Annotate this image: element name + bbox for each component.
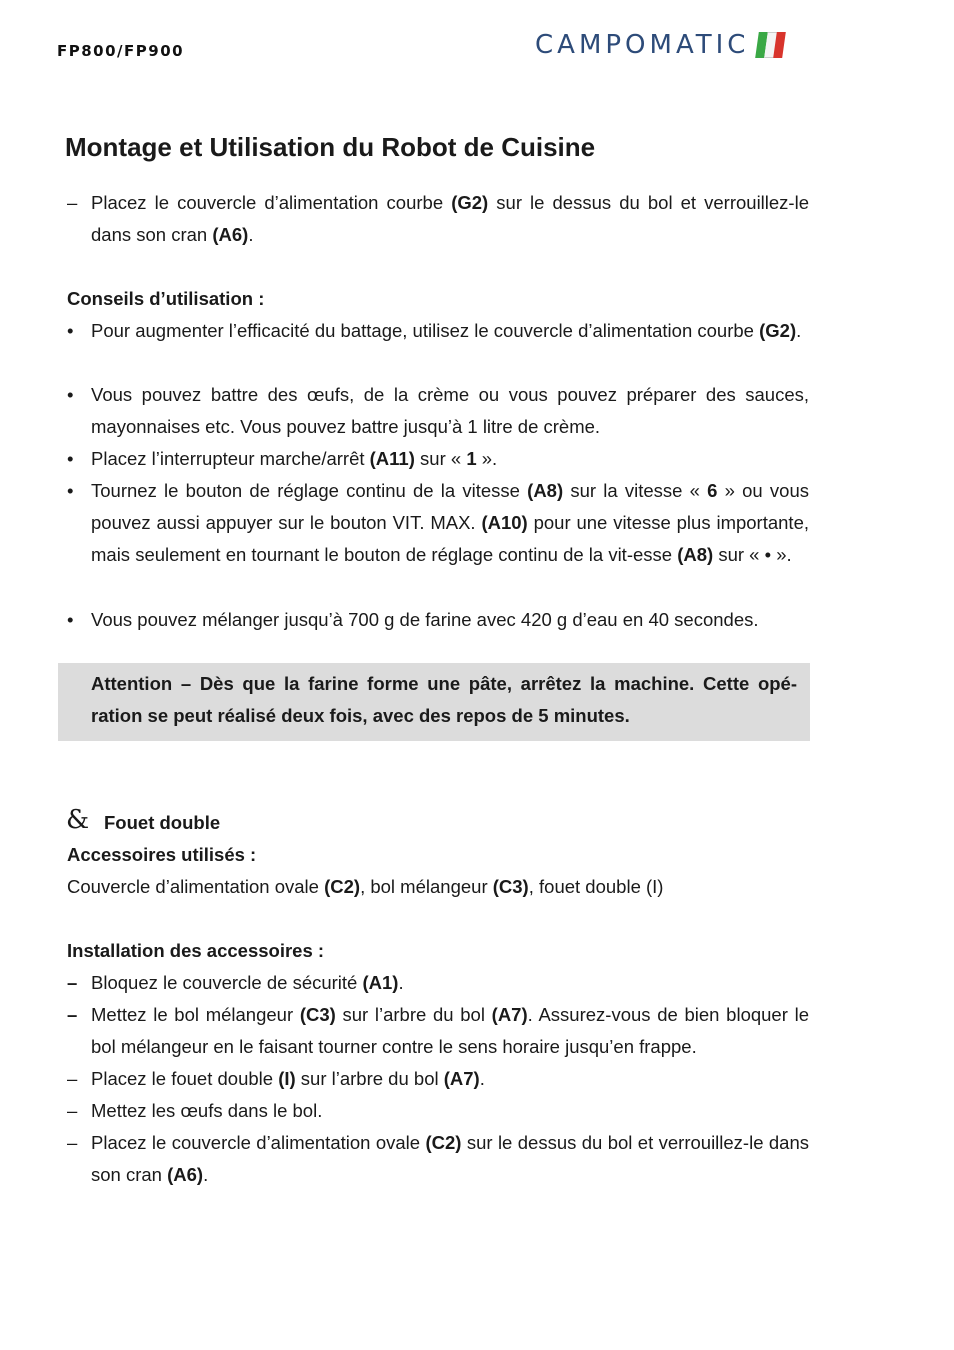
- tip-item: [67, 315, 809, 347]
- italian-flag-icon: [756, 32, 787, 58]
- page-title: Montage et Utilisation du Robot de Cuisine: [65, 132, 596, 162]
- install-step: [67, 967, 809, 999]
- model-number: FP800/FP900: [57, 42, 185, 60]
- step-text: Mettez le bol mélangeur (C3) sur l’arbre du bol (A7). Assurez-vous de bien bloquer le bol mélangeur en le faisant tourner contre le sens horaire jusqu’en frappe.: [91, 1004, 809, 1057]
- tip-text: Pour augmenter l’efficacité du battage, utilisez le couvercle d’alimentation courbe (G2).: [91, 320, 802, 341]
- tip-item: [67, 604, 809, 636]
- tip-item: [67, 379, 809, 443]
- dash-marker: –: [67, 1100, 78, 1121]
- accessories-list: Couvercle d’alimentation ovale (C2), bol mélangeur (C3), fouet double (I): [67, 876, 664, 897]
- bullet-marker: •: [67, 480, 74, 501]
- install-step: [67, 999, 809, 1063]
- install-step: [67, 1063, 809, 1095]
- bullet-marker: •: [67, 448, 74, 469]
- dash-marker: –: [67, 1004, 78, 1025]
- section-title: Fouet double: [104, 812, 221, 833]
- tips-heading: Conseils d’utilisation :: [67, 288, 265, 309]
- step-text: Mettez les œufs dans le bol.: [91, 1100, 323, 1121]
- flag-red-band: [774, 32, 787, 58]
- bullet-marker: •: [67, 384, 74, 405]
- tip-item: [67, 475, 809, 571]
- bullet-marker: •: [67, 609, 74, 630]
- dash-marker: –: [67, 192, 78, 213]
- step-text: Placez le fouet double (I) sur l’arbre du bol (A7).: [91, 1068, 485, 1089]
- step-text: Placez le couvercle d’alimentation ovale (C2) sur le dessus du bol et verrouillez-le dans son cran (A6).: [91, 1132, 810, 1185]
- attention-box: [58, 663, 810, 741]
- dash-marker: –: [67, 972, 78, 993]
- tip-text: Tournez le bouton de réglage continu de la vitesse (A8) sur la vitesse « 6 » ou vous pouvez aussi appuyer sur le bouton VIT. MAX. (A10) pour une vitesse plus importante, mais seulement en tournant le bouton de réglage continu de la vit-esse (A8) sur « • ».: [91, 480, 809, 565]
- tip-item: [67, 443, 809, 475]
- attention-text: Attention – Dès que la farine forme une pâte, arrêtez la machine. Cette opé-ration se peut réalisé deux fois, avec des repos de 5 minutes.: [91, 673, 797, 726]
- intro-step: [67, 187, 809, 251]
- brand-name: CAMPOMATIC: [535, 30, 750, 60]
- brand-logo: [535, 30, 784, 60]
- step-text: Bloquez le couvercle de sécurité (A1).: [91, 972, 404, 993]
- tip-text: Vous pouvez mélanger jusqu’à 700 g de farine avec 420 g d’eau en 40 secondes.: [91, 609, 759, 630]
- bullet-marker: •: [67, 320, 74, 341]
- intro-text: Placez le couvercle d’alimentation courbe (G2) sur le dessus du bol et verrouillez-le dans son cran (A6).: [91, 192, 809, 245]
- accessories-heading: Accessoires utilisés :: [67, 844, 257, 865]
- section-symbol: &: [66, 805, 90, 835]
- tip-text: Placez l’interrupteur marche/arrêt (A11) sur « 1 ».: [91, 448, 498, 469]
- tip-text: Vous pouvez battre des œufs, de la crème ou vous pouvez préparer des sauces, mayonnaises etc. Vous pouvez battre jusqu’à 1 litre de crème.: [91, 384, 809, 437]
- install-step: [67, 1095, 809, 1127]
- install-step: [67, 1127, 809, 1191]
- dash-marker: –: [67, 1132, 78, 1153]
- install-heading: Installation des accessoires :: [67, 940, 325, 961]
- dash-marker: –: [67, 1068, 78, 1089]
